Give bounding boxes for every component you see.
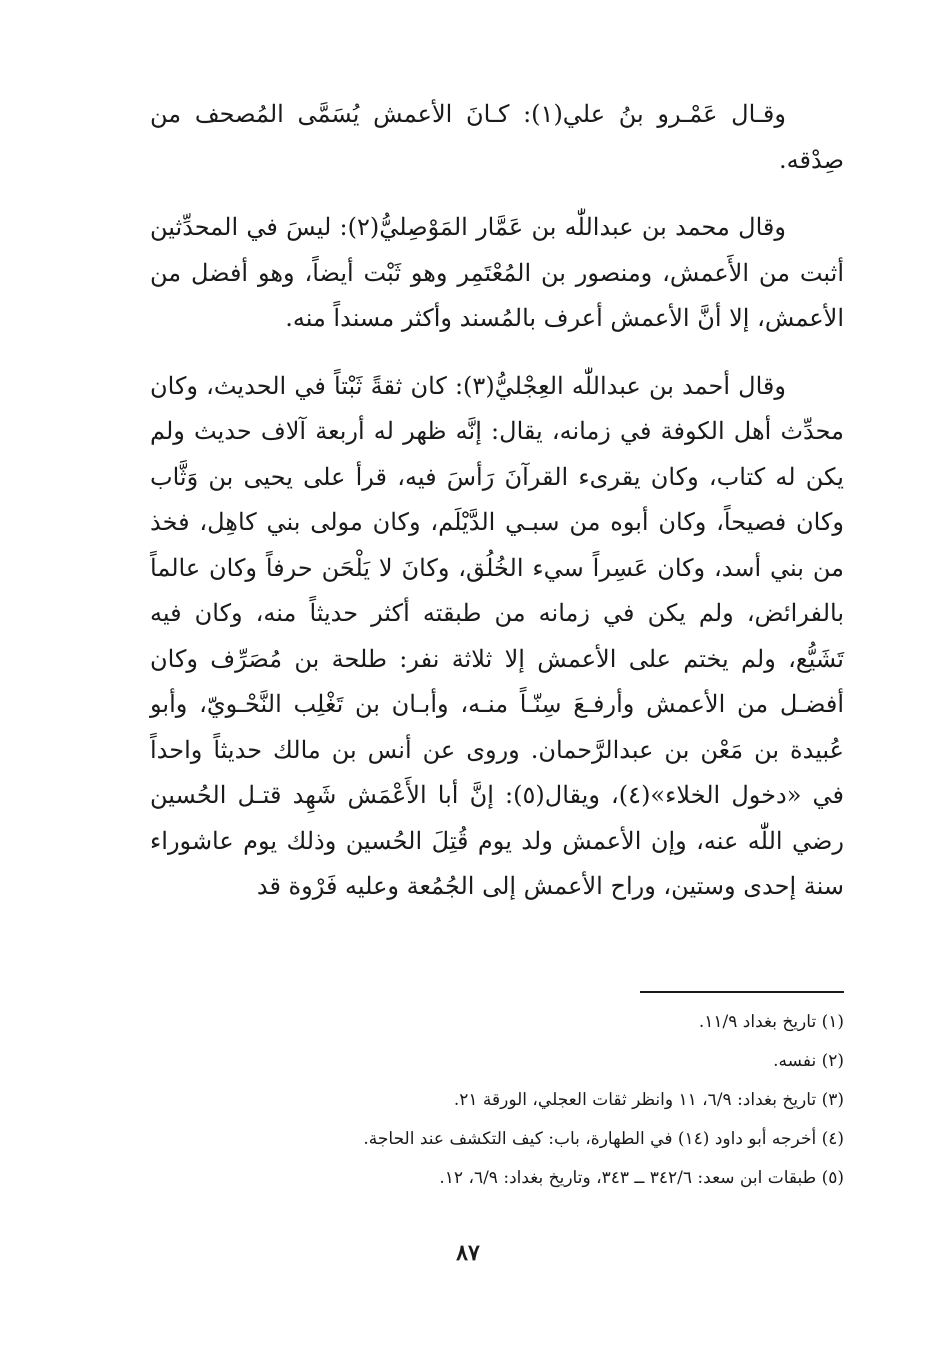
footnote-5: (٥) طبقات ابن سعد: ٣٤٢/٦ ــ ٣٤٣، وتاريخ بغداد: ٦/٩، ١٢. — [439, 1168, 844, 1188]
footnote-2: (٢) نفسه. — [773, 1051, 844, 1071]
footnote-1: (١) تاريخ بغداد ١١/٩. — [698, 1012, 844, 1032]
footnote-4: (٤) أخرجه أبو داود (١٤) في الطهارة، باب: كيف التكشف عند الحاجة. — [363, 1129, 844, 1149]
paragraph-2: وقال محمد بن عبداللّٰه بن عَمَّار المَوْصِليُّ(٢): ليسَ في المحدِّثين أثبت من الأَعمش، ومنصور بن المُعْتَمِر وهو ثَبْت أيضاً، وهو أفضل من الأعمش، إلا أنَّ الأعمش أعرف بالمُسند وأكثر مسنداً منه. — [150, 213, 844, 332]
paragraph-1: وقـال عَمْـرو بنُ علي(١): كـانَ الأعمش يُسَمَّى المُصحف من صِدْقه. — [150, 100, 844, 174]
main-text — [150, 92, 844, 910]
footnotes — [150, 1003, 844, 1198]
footnote-3: (٣) تاريخ بغداد: ٦/٩، ١١ وانظر ثقات العجلي، الورقة ٢١. — [453, 1090, 844, 1110]
page-number: ٨٧ — [456, 1240, 480, 1266]
paragraph-3: وقال أحمد بن عبداللّٰه العِجْليُّ(٣): كان ثقةً ثَبْتاً في الحديث، وكان محدِّث أهل الكوفة في زمانه، يقال: إنَّه ظهر له أربعة آلاف حديث ولم يكن له كتاب، وكان يقرىء القرآنَ رَأسَ فيه، قرأ على يحيى بن وَثَّاب وكان فصيحاً، وكان أبوه من سبـي الدَّيْلَم، وكان مولى بني كاهِل، فخذ من بني أسد، وكان عَسِراً سيء الخُلُق، وكانَ لا يَلْحَن حرفاً وكان عالماً بالفرائض، ولم يكن في زمانه من طبقته أكثر حديثاً منه، وكان فيه تَشَيُّع، ولم يختم على الأعمش إلا ثلاثة نفر: طلحة بن مُصَرِّف وكان أفضـل من الأعمش وأرفـعَ سِنّـاً منـه، وأبـان بن تَغْلِب النَّحْـويّ، وأبو عُبيدة بن مَعْن بن عبدالرَّحمان. وروى عن أنس بن مالك حديثاً واحداً في «دخول الخلاء»(٤)، ويقال(٥): إنَّ أبا الأَعْمَش شَهِد قتـل الحُسين رضي اللّٰه عنه، وإن الأعمش ولد يوم قُتِلَ الحُسين وذلك يوم عاشوراء سنة إحدى وستين، وراح الأعمش إلى الجُمُعة وعليه فَرْوة قد — [150, 371, 844, 900]
footnote-divider — [640, 991, 844, 993]
